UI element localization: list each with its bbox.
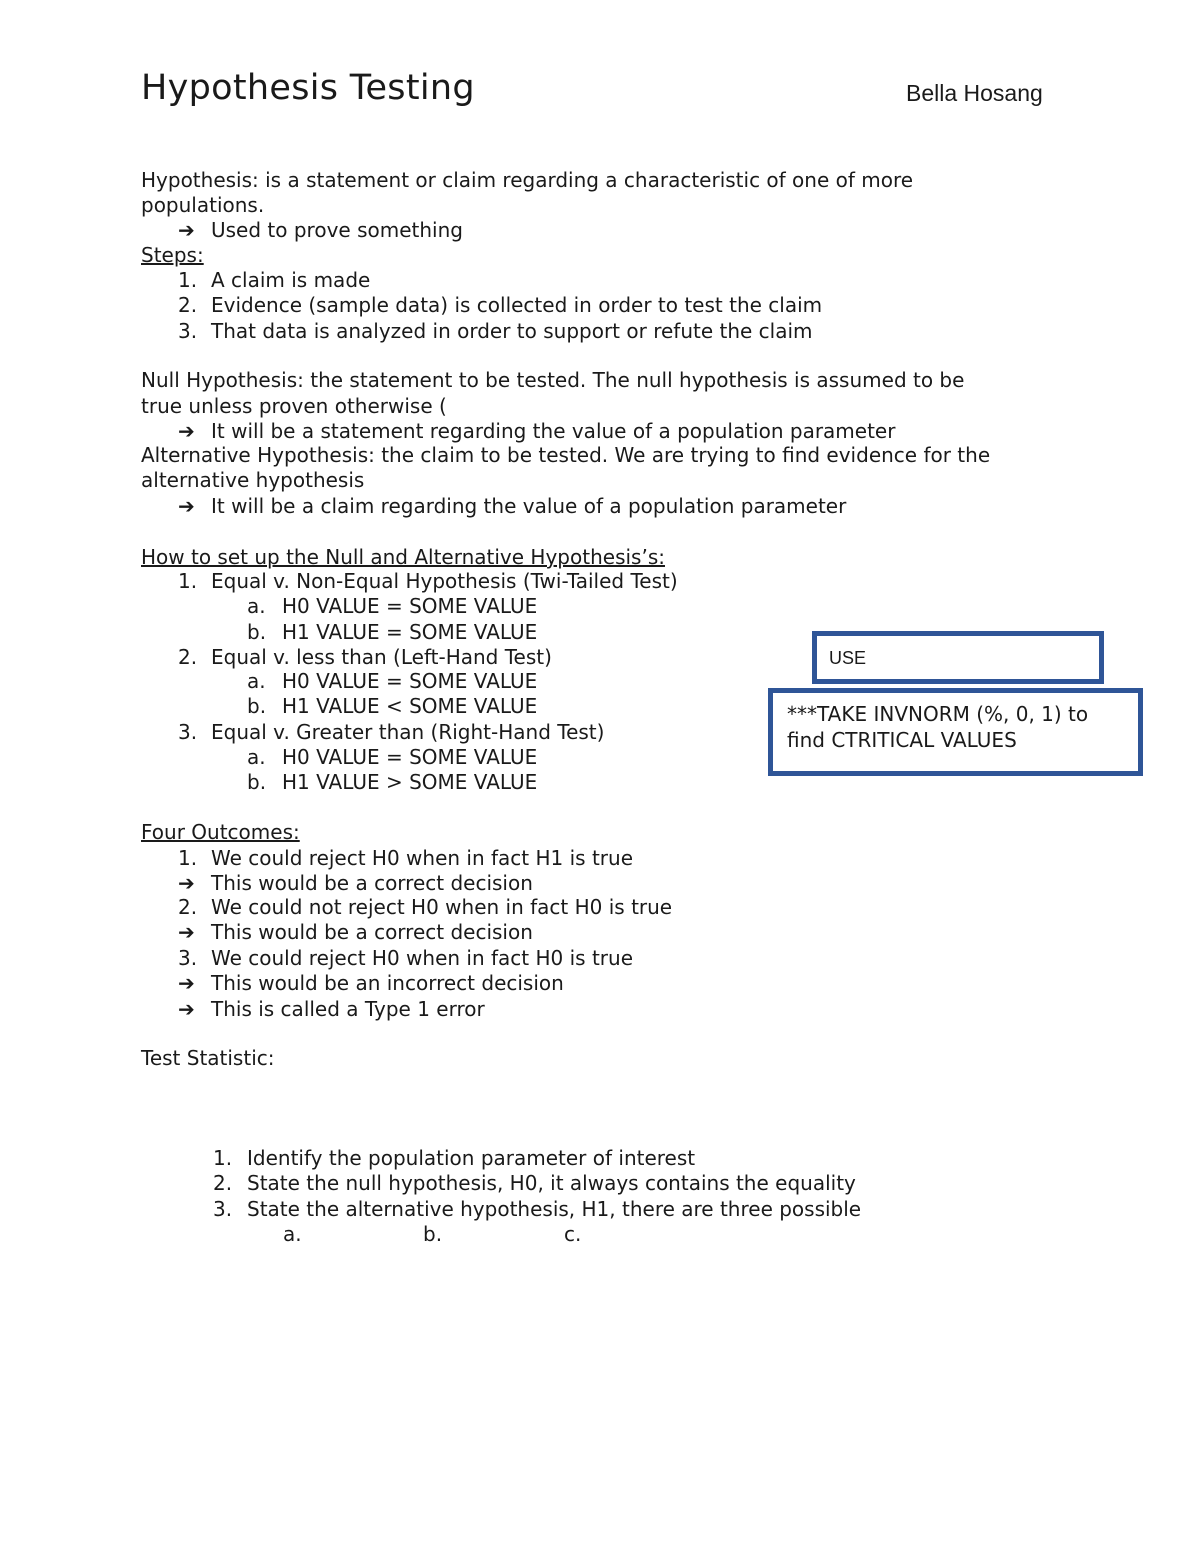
test-statistic-heading: Test Statistic: [141,1046,275,1070]
list-item: This is called a Type 1 error [211,997,485,1021]
hypothesis-definition-line-2: populations. [141,193,265,217]
list-item: State the null hypothesis, H0, it always contains the equality [247,1171,856,1195]
sub-list-letter: a. [247,745,266,769]
list-item: This would be a correct decision [211,920,533,944]
hypothesis-definition-line-1: Hypothesis: is a statement or claim regarding a characteristic of one of more [141,168,914,192]
sub-list-letter-c: c. [564,1222,582,1246]
sub-list-item: H1 VALUE = SOME VALUE [282,620,538,644]
list-item: Equal v. less than (Left-Hand Test) [211,645,552,669]
sub-list-letter: b. [247,620,267,644]
right-arrow-icon: ➔ [178,920,195,944]
list-item: That data is analyzed in order to support or refute the claim [211,319,813,343]
alt-hypothesis-bullet: It will be a claim regarding the value of a population parameter [211,494,847,518]
sub-list-item: H0 VALUE = SOME VALUE [282,669,538,693]
list-number: 1. [178,846,198,870]
intro-bullet: Used to prove something [211,218,463,242]
sub-list-item: H1 VALUE > SOME VALUE [282,770,538,794]
list-item: This would be an incorrect decision [211,971,564,995]
list-number: 2. [178,293,198,317]
sub-list-letter: b. [247,770,267,794]
list-item: We could reject H0 when in fact H0 is true [211,946,634,970]
right-arrow-icon: ➔ [178,971,195,995]
sub-list-item: H1 VALUE < SOME VALUE [282,694,538,718]
list-item: State the alternative hypothesis, H1, there are three possible [247,1197,862,1221]
list-item: We could not reject H0 when in fact H0 is true [211,895,673,919]
sub-list-item: H0 VALUE = SOME VALUE [282,594,538,618]
sub-list-letter-b: b. [423,1222,443,1246]
sub-list-letter: b. [247,694,267,718]
document-title: Hypothesis Testing [141,68,475,108]
list-number: 3. [178,720,198,744]
list-item: This would be a correct decision [211,871,533,895]
outcomes-heading: Four Outcomes: [141,820,300,844]
invnorm-line-2: find CTRITICAL VALUES [787,728,1017,752]
setup-heading: How to set up the Null and Alternative Hypothesis’s: [141,545,665,569]
author-name: Bella Hosang [906,80,1043,106]
sub-list-letter-a: a. [283,1222,302,1246]
list-number: 2. [213,1171,233,1195]
list-item: Identify the population parameter of interest [247,1146,696,1170]
invnorm-callout-box [768,688,1143,776]
right-arrow-icon: ➔ [178,494,195,518]
sub-list-item: H0 VALUE = SOME VALUE [282,745,538,769]
list-item: A claim is made [211,268,371,292]
list-number: 1. [178,268,198,292]
alt-hypothesis-line-1: Alternative Hypothesis: the claim to be tested. We are trying to find evidence for the [141,443,991,467]
use-callout-box [812,631,1104,684]
list-item: Equal v. Non-Equal Hypothesis (Twi-Tailed Test) [211,569,678,593]
use-callout-text: USE [829,648,867,668]
sub-list-letter: a. [247,594,266,618]
list-number: 3. [178,319,198,343]
list-number: 3. [213,1197,233,1221]
null-hypothesis-line-2: true unless proven otherwise ( [141,394,447,418]
alt-hypothesis-line-2: alternative hypothesis [141,468,365,492]
sub-list-letter: a. [247,669,266,693]
right-arrow-icon: ➔ [178,419,195,443]
list-number: 2. [178,895,198,919]
right-arrow-icon: ➔ [178,997,195,1021]
list-number: 1. [178,569,198,593]
invnorm-line-1: ***TAKE INVNORM (%, 0, 1) to [787,702,1089,726]
list-item: Evidence (sample data) is collected in order to test the claim [211,293,823,317]
right-arrow-icon: ➔ [178,218,195,242]
list-item: We could reject H0 when in fact H1 is true [211,846,634,870]
list-number: 1. [213,1146,233,1170]
right-arrow-icon: ➔ [178,871,195,895]
null-hypothesis-line-1: Null Hypothesis: the statement to be tested. The null hypothesis is assumed to be [141,368,965,392]
invnorm-callout-text [787,701,1088,753]
list-number: 3. [178,946,198,970]
steps-heading: Steps: [141,243,204,267]
list-item: Equal v. Greater than (Right-Hand Test) [211,720,605,744]
list-number: 2. [178,645,198,669]
null-hypothesis-bullet: It will be a statement regarding the value of a population parameter [211,419,896,443]
